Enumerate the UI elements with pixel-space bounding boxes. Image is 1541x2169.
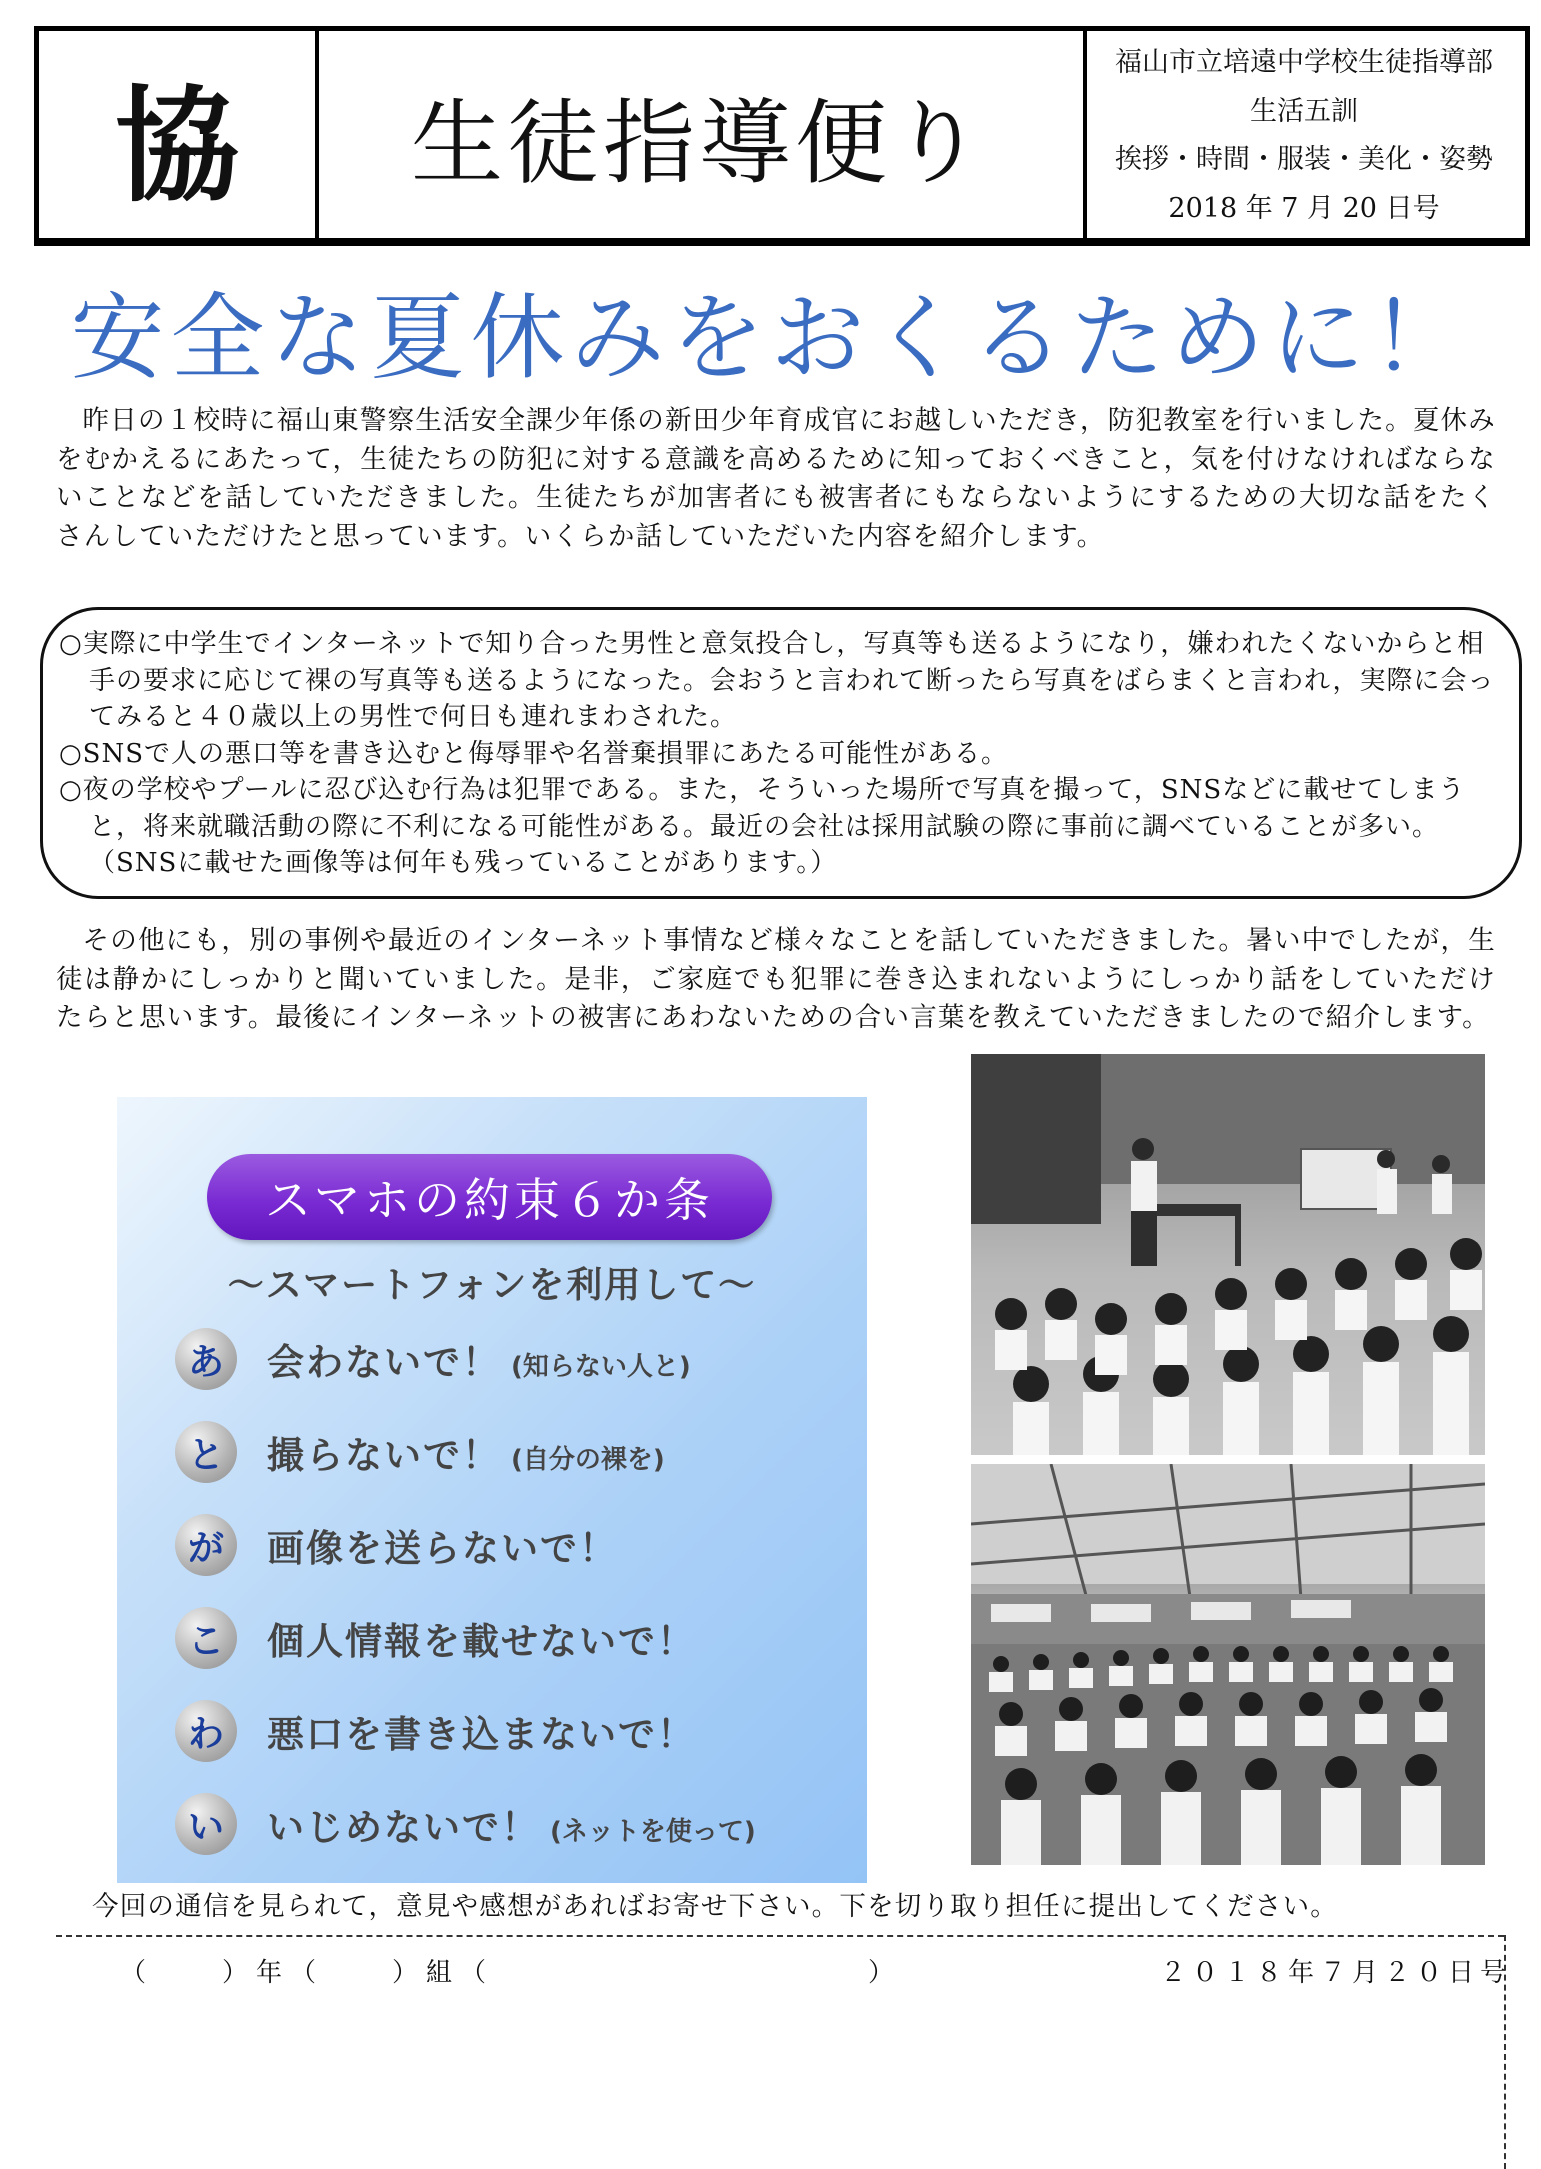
rule-text: 撮らないで！ (自分の裸を) [267, 1434, 665, 1477]
header-kanji-cell [39, 31, 319, 241]
followup-text: その他にも，別の事例や最近のインターネット事情など様々なことを話していただきました。暑い中でしたが，生徒は静かにしっかりと聞いていました。是非，ご家庭でも犯罪に巻き込まれないようにしっかり話をしていただけたらと思います。最後にインターネットの被害にあわないための合い言葉を教えていただきましたので紹介します。 [56, 925, 1496, 1033]
intro-text: 昨日の１校時に福山東警察生活安全課少年係の新田少年育成官にお越しいただき，防犯教室を行いました。夏休みをむかえるにあたって，生徒たちの防犯に対する意識を高めるために知っておくべきこと，気を付けなければならないことなどを話していただきました。生徒たちが加害者にも被害者にもならないようにするための大切な話をたくさんしていただけたと思っています。いくらか話していただいた内容を紹介します。 [56, 405, 1496, 552]
example-item: ○夜の学校やプールに忍び込む行為は犯罪である。また，そういった場所で写真を撮って，SNSなどに載せてしまうと，将来就職活動の際に不利になる可能性がある。最近の会社は採用試験の際に事前に調べていることが多い。（SNSに載せた画像等は何年も残っていることがあります。） [59, 775, 1466, 878]
motto-label: 生活五訓 [1250, 95, 1358, 127]
rule-text: 悪口を書き込まないで！ [267, 1713, 696, 1756]
issue-date: 2018 年 7 月 20 日号 [1168, 192, 1440, 224]
examples-list [59, 626, 1503, 882]
rule-note: (ネットを使って) [550, 1817, 756, 1847]
example-item: ○SNSで人の悪口等を書き込むと侮辱罪や名誉棄損罪にあたる可能性がある。 [59, 738, 1009, 769]
newsletter-title: 生徒指導便り [410, 90, 987, 197]
cut-line [56, 1935, 1504, 1937]
rule-text: 会わないで！ (知らない人と) [267, 1341, 691, 1384]
photo-speaker-gym-image [971, 1054, 1485, 1455]
rule-text: 個人情報を載せないで！ [267, 1620, 696, 1663]
newsletter-header [34, 26, 1530, 246]
rule-item [175, 1417, 665, 1487]
header-title-cell [315, 31, 1087, 241]
rule-text: いじめないで！ (ネットを使って) [267, 1806, 756, 1849]
rule-note: (知らない人と) [511, 1352, 691, 1382]
rule-badge: こ [175, 1607, 237, 1669]
headline: 安全な夏休みをおくるために！ [70, 284, 1471, 393]
followup-paragraph [56, 922, 1496, 1038]
rule-note: (自分の裸を) [511, 1445, 665, 1475]
photo-students-gym-image [971, 1464, 1485, 1865]
rule-text: 画像を送らないで！ [267, 1527, 618, 1570]
rule-item [175, 1696, 696, 1766]
header-kanji: 協 [114, 74, 239, 219]
photo-students-gym [971, 1464, 1485, 1865]
rule-item [175, 1789, 756, 1859]
example-item: ○実際に中学生でインターネットで知り合った男性と意気投合し，写真等も送るようになり，嫌われたくないからと相手の要求に応じて裸の写真等も送るようになった。会おうと言われて断ったら写真をばらまくと言われ，実際に会ってみると４０歳以上の男性で何日も連れまわされた。 [59, 629, 1495, 732]
rule-badge: い [175, 1793, 237, 1855]
rule-badge: と [175, 1421, 237, 1483]
header-underline [34, 238, 1530, 241]
rule-item [175, 1324, 691, 1394]
class-form-field[interactable]: （ ）年（ ）組（ ） [120, 1958, 903, 1988]
rule-item [175, 1603, 696, 1673]
school-name: 福山市立培遠中学校生徒指導部 [1115, 47, 1493, 79]
rule-badge: わ [175, 1700, 237, 1762]
rules-subtitle: ～スマートフォンを利用して～ [227, 1265, 757, 1306]
rules-title: スマホの約束６か条 [207, 1154, 772, 1240]
rule-item [175, 1510, 618, 1580]
rule-badge: あ [175, 1328, 237, 1390]
header-info-cell [1083, 31, 1525, 241]
examples-box [40, 607, 1522, 899]
motto-items: 挨拶・時間・服装・美化・姿勢 [1115, 144, 1493, 176]
rule-badge: が [175, 1514, 237, 1576]
closing-note: 今回の通信を見られて，意見や感想があればお寄せ下さい。下を切り取り担任に提出してください。 [92, 1891, 1338, 1922]
photo-speaker-gym [971, 1054, 1485, 1455]
form-issue-date: ２０１８年７月２０日号 [1160, 1958, 1513, 1988]
smartphone-rules-graphic [117, 1097, 867, 1883]
intro-paragraph [56, 402, 1496, 556]
